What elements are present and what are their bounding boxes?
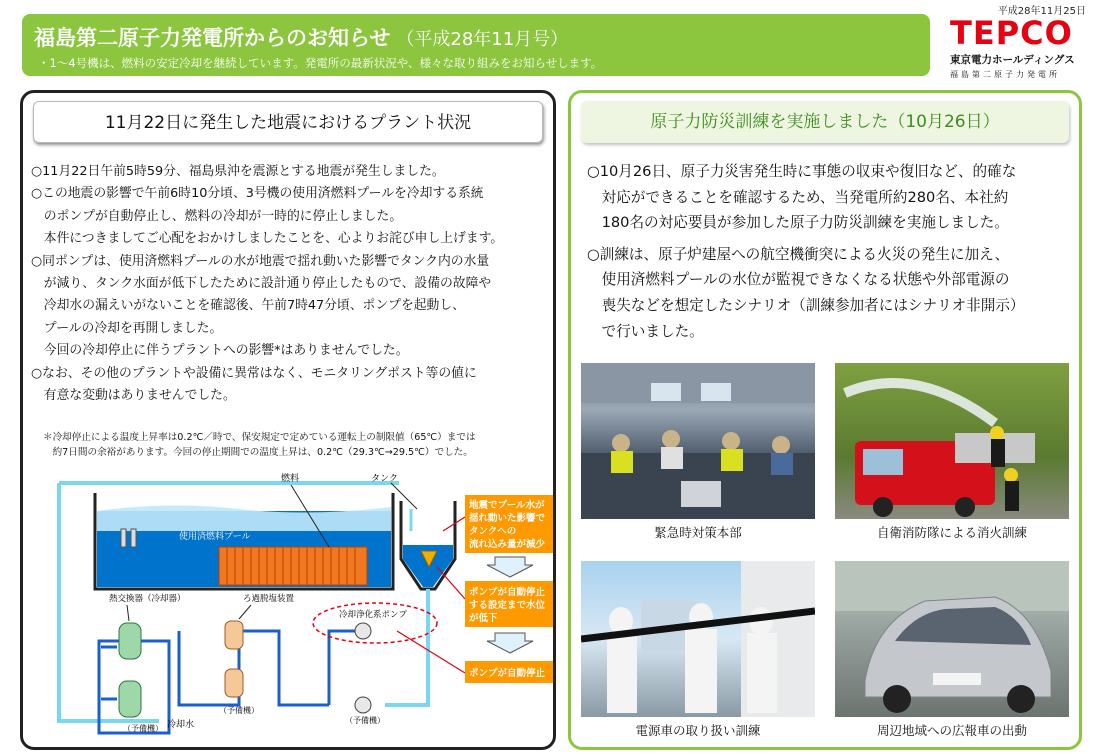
photo-fire-drill xyxy=(835,363,1069,519)
spare-label: （予備機） xyxy=(219,706,259,715)
banner-subtitle: ・1～4号機は、燃料の安定冷却を継続しています。発電所の最新状況や、様々な取り組みをお知らせします。 xyxy=(38,56,603,70)
issue-label: （平成28年11月号） xyxy=(396,29,569,50)
text-line: 対応ができることを確認するため、当発電所約280名、本社約 xyxy=(587,188,1009,206)
step-text: が低下 xyxy=(469,613,498,624)
text-line: ○この地震の影響で午前6時10分頃、3号機の使用済燃料プールを冷却する系統 xyxy=(31,186,484,202)
pump-highlight xyxy=(313,603,437,643)
text-line: ○訓練は、原子炉建屋への航空機衝突による火災の発生に加え、 xyxy=(587,245,1010,263)
logo-station: 福島第二原子力発電所 xyxy=(950,70,1060,79)
earthquake-heading: 11月22日に発生した地震におけるプラント状況 xyxy=(33,101,543,143)
tank-label: タンク xyxy=(371,474,398,484)
photo-pr-car xyxy=(835,561,1069,717)
step-box-3 xyxy=(465,661,553,683)
text-line: のポンプが自動停止し、燃料の冷却が一時的に停止しました。 xyxy=(31,208,403,224)
footnote xyxy=(43,430,476,460)
step-text: 地震でプール水が xyxy=(469,500,545,511)
text-line: 使用済燃料プールの水位が監視できなくなる状態や外部電源の xyxy=(587,271,1010,289)
earthquake-panel xyxy=(20,90,556,750)
text-line: 冷却水の漏えいがないことを確認後、午前7時47分頃、ポンプを起動し、 xyxy=(31,298,465,314)
tepco-logo xyxy=(950,16,1090,82)
issue-date: 平成28年11月25日 xyxy=(997,6,1086,17)
earthquake-text xyxy=(31,161,503,407)
drill-heading: 原子力防災訓練を実施しました（10月26日） xyxy=(581,101,1069,143)
page-title xyxy=(34,22,568,52)
fuel-label: 燃料 xyxy=(281,474,300,484)
drill-panel xyxy=(568,90,1082,750)
heat-exchanger xyxy=(101,623,141,717)
step-text: タンクへの xyxy=(469,526,517,537)
down-arrow-icon xyxy=(487,557,533,577)
photo-caption: 緊急時対策本部 xyxy=(654,525,742,540)
text-line: 180名の対応要員が参加した原子力防災訓練を実施しました。 xyxy=(587,214,1009,232)
hx-label: 熱交換器（冷却器） xyxy=(109,594,186,604)
text-line: ○10月26日、原子力災害発生時に事態の収束や復旧など、的確な xyxy=(587,163,1017,180)
text-line: プールの冷却を再開しました。 xyxy=(31,320,223,336)
spare-label: （予備機） xyxy=(123,724,163,733)
photo-caption: 自衛消防隊による消火訓練 xyxy=(876,525,1027,540)
text-line: で行いました。 xyxy=(587,322,704,340)
text-line: 今回の冷却停止に伴うプラントへの影響*はありませんでした。 xyxy=(31,343,409,359)
cooling-water-label: 冷却水 xyxy=(167,720,195,730)
footnote-line: ＊冷却停止による温度上昇率は0.2℃／時で、保安規定で定めている運転上の制限値（65℃）までは xyxy=(43,432,476,443)
logo-mark: TEPCO xyxy=(950,14,1073,52)
text-line: ○なお、その他のプラントや設備に異常はなく、モニタリングポスト等の値に xyxy=(31,365,477,381)
step-text: 揺れ動いた影響で xyxy=(469,513,546,524)
step-text: ポンプが自動停止 xyxy=(469,668,546,679)
step-box-2 xyxy=(465,581,553,627)
title-banner xyxy=(22,14,930,76)
photo-emergency-hq xyxy=(581,363,815,519)
pump-label: 冷却浄化系ポンプ xyxy=(339,610,408,620)
text-line: ○11月22日午前5時59分、福島県沖を震源とする地震が発生しました。 xyxy=(31,164,445,179)
logo-company: 東京電力ホールディングス xyxy=(950,54,1075,66)
filter-label: ろ過脱塩装置 xyxy=(243,594,295,604)
spare-label: （予備機） xyxy=(345,716,385,725)
fuel-rack xyxy=(219,547,367,585)
photo-caption: 周辺地域への広報車の出動 xyxy=(876,723,1027,738)
down-arrow-icon xyxy=(487,633,533,653)
step-box-1 xyxy=(465,495,553,553)
text-line: 本件につきましてご心配をおかけしましたことを、心よりお詫び申し上げます。 xyxy=(31,231,504,247)
spare-pump-icon xyxy=(355,697,371,713)
pool-label: 使用済燃料プール xyxy=(179,532,251,542)
photo-power-vehicle xyxy=(581,561,815,717)
drill-text xyxy=(587,159,1025,344)
text-line: 喪失などを想定したシナリオ（訓練参加者にはシナリオ非開示） xyxy=(587,296,1025,314)
photo-caption: 電源車の取り扱い訓練 xyxy=(635,723,761,738)
step-text: 流れ込み量が減少 xyxy=(469,539,546,550)
footnote-line: 約7日間の余裕があります。今回の停止期間での温度上昇は、0.2℃（29.3℃→29.5℃）でした。 xyxy=(43,447,473,458)
step-text: する設定まで水位 xyxy=(469,600,546,611)
pump-icon xyxy=(355,623,371,639)
cooling-system-diagram xyxy=(29,471,553,743)
text-line: ○同ポンプは、使用済燃料プールの水が地震で揺れ動いた影響でタンク内の水量 xyxy=(31,253,490,269)
title-text: 福島第二原子力発電所からのお知らせ xyxy=(34,26,391,50)
text-line: 有意な変動はありませんでした。 xyxy=(31,388,236,404)
step-text: ポンプが自動停止 xyxy=(469,587,546,598)
text-line: が減り、タンク水面が低下したために設計通り停止したもので、設備の故障や xyxy=(31,276,492,292)
